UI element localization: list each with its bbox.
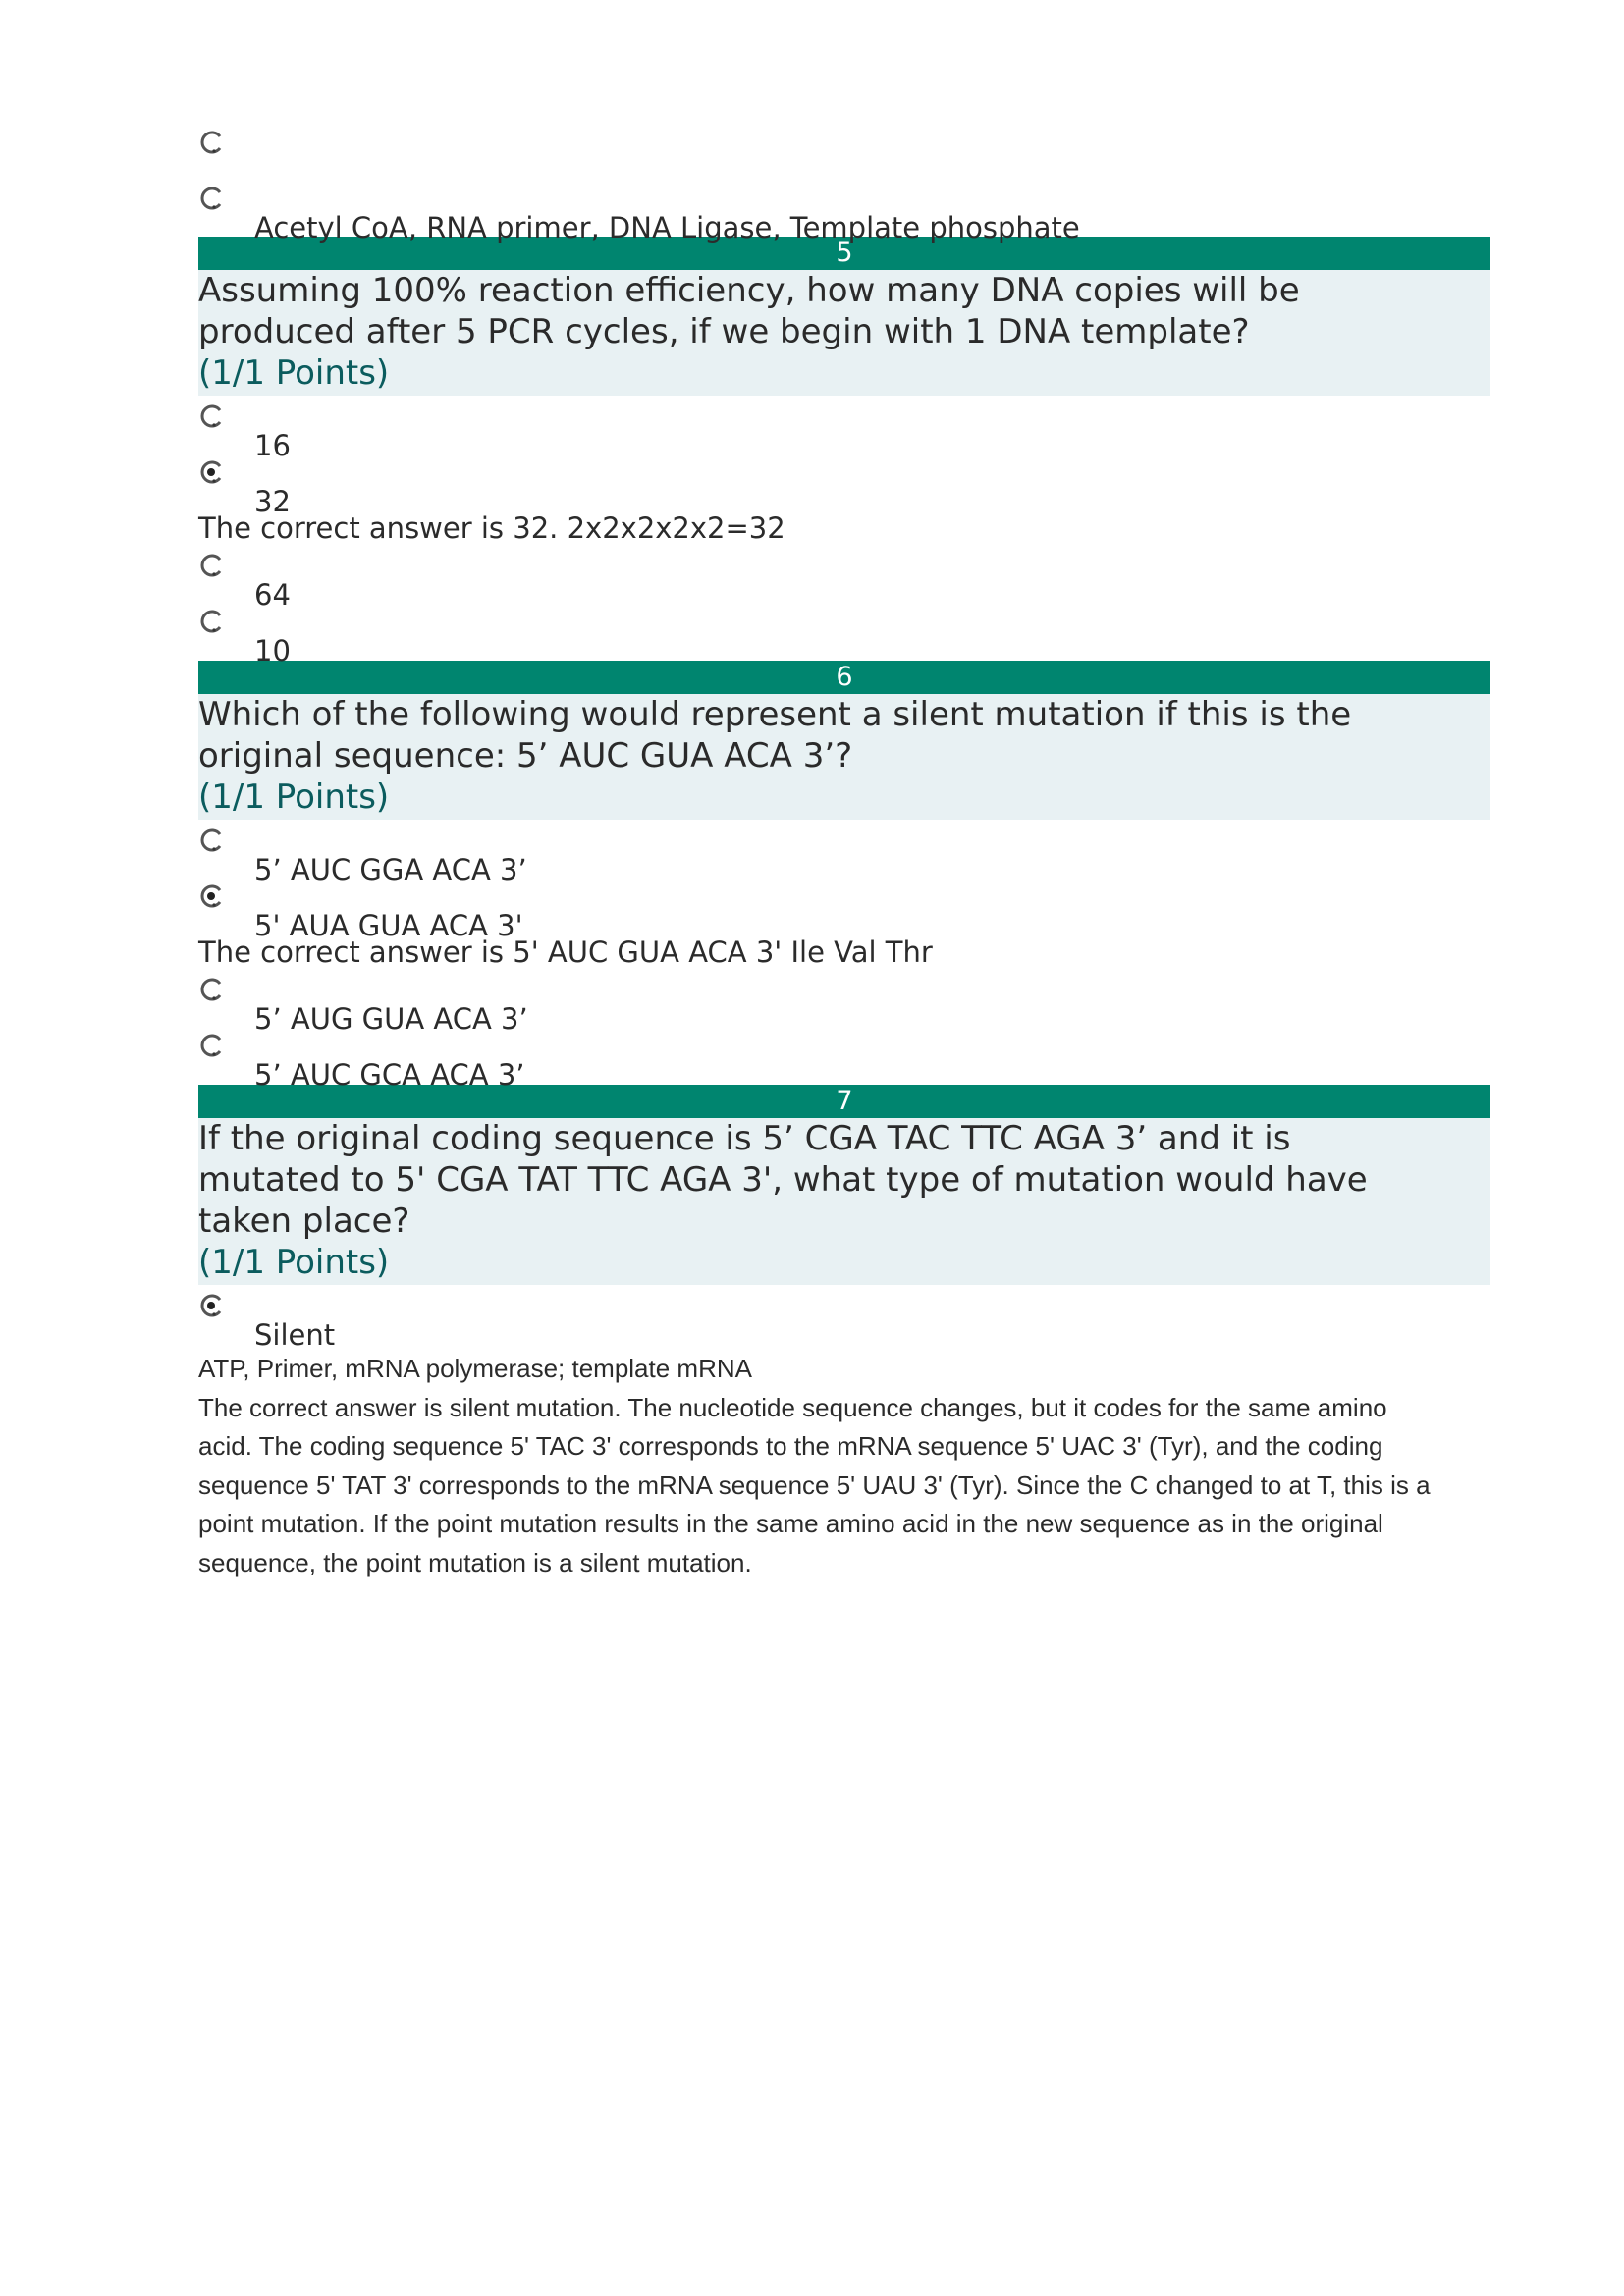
option-label: 16 <box>254 429 291 462</box>
question-points: (1/1 Points) <box>198 1243 390 1282</box>
option[interactable] <box>198 605 1490 667</box>
option-label: 64 <box>254 578 291 612</box>
option[interactable] <box>198 1029 1490 1092</box>
radio-unselected-icon[interactable] <box>200 1034 224 1057</box>
radio-unselected-icon[interactable] <box>200 828 224 852</box>
option-selected[interactable] <box>198 880 1490 942</box>
option[interactable] <box>198 126 1490 182</box>
radio-unselected-icon[interactable] <box>200 404 224 428</box>
question-text: produced after 5 PCR cycles, if we begin with 1 DNA template? <box>198 312 1250 351</box>
explanation-line: point mutation. If the point mutation results in the same amino acid in the new sequence as in the original <box>198 1509 1383 1538</box>
option[interactable] <box>198 400 1490 462</box>
option-label: Acetyl CoA, RNA primer, DNA Ligase, Template phosphate <box>254 211 1080 244</box>
option[interactable] <box>198 549 1490 612</box>
question-box <box>198 694 1490 820</box>
radio-unselected-icon[interactable] <box>200 554 224 577</box>
explanation-line: sequence 5' TAT 3' corresponds to the mRNA sequence 5' UAU 3' (Tyr). Since the C changed to at T, this is a <box>198 1469 1431 1500</box>
radio-selected-icon[interactable] <box>200 1294 224 1317</box>
option-selected[interactable] <box>198 455 1490 518</box>
option-label: Silent <box>254 1318 336 1352</box>
question-text: taken place? <box>198 1201 410 1241</box>
option-label: 5' AUA GUA ACA 3' <box>254 909 523 942</box>
question-box <box>198 270 1490 396</box>
question-number-bar: 5 <box>198 237 1490 270</box>
quiz-page <box>198 0 1490 1582</box>
radio-unselected-icon[interactable] <box>200 131 224 154</box>
radio-unselected-icon[interactable] <box>200 978 224 1001</box>
radio-unselected-icon[interactable] <box>200 187 224 210</box>
option-label: 5’ AUC GGA ACA 3’ <box>254 853 527 886</box>
answer-feedback: The correct answer is 32. 2x2x2x2x2=32 <box>198 511 785 545</box>
question-text: original sequence: 5’ AUC GUA ACA 3’? <box>198 736 853 775</box>
radio-unselected-icon[interactable] <box>200 610 224 633</box>
option-label: 5’ AUG GUA ACA 3’ <box>254 1002 528 1036</box>
answer-feedback: The correct answer is 5' AUC GUA ACA 3' Ile Val Thr <box>198 935 933 969</box>
option[interactable] <box>198 973 1490 1036</box>
question-text: Assuming 100% reaction efficiency, how many DNA copies will be <box>198 271 1300 310</box>
question-points: (1/1 Points) <box>198 777 390 817</box>
question-box <box>198 1118 1490 1285</box>
question-number-bar: 7 <box>198 1085 1490 1118</box>
question-points: (1/1 Points) <box>198 353 390 393</box>
question-text: Which of the following would represent a silent mutation if this is the <box>198 695 1352 734</box>
explanation-line: sequence, the point mutation is a silent mutation. <box>198 1547 752 1577</box>
option-label: 32 <box>254 485 291 518</box>
question-text: mutated to 5' CGA TAT TTC AGA 3', what type of mutation would have <box>198 1160 1368 1200</box>
option-label: 10 <box>254 634 291 667</box>
explanation-block <box>198 1350 1490 1582</box>
explanation-line: The correct answer is silent mutation. The nucleotide sequence changes, but it codes for the same amino <box>198 1392 1387 1422</box>
option[interactable] <box>198 182 1490 244</box>
option-selected[interactable] <box>198 1289 1490 1352</box>
question-number-bar: 6 <box>198 661 1490 694</box>
radio-selected-icon[interactable] <box>200 460 224 484</box>
option[interactable] <box>198 824 1490 886</box>
option-label: 5’ AUC GCA ACA 3’ <box>254 1058 525 1092</box>
explanation-line: acid. The coding sequence 5' TAC 3' corresponds to the mRNA sequence 5' UAC 3' (Tyr), and the coding <box>198 1431 1383 1461</box>
question-text: If the original coding sequence is 5’ CGA TAC TTC AGA 3’ and it is <box>198 1119 1291 1158</box>
answer-note: ATP, Primer, mRNA polymerase; template mRNA <box>198 1354 752 1383</box>
radio-selected-icon[interactable] <box>200 884 224 908</box>
